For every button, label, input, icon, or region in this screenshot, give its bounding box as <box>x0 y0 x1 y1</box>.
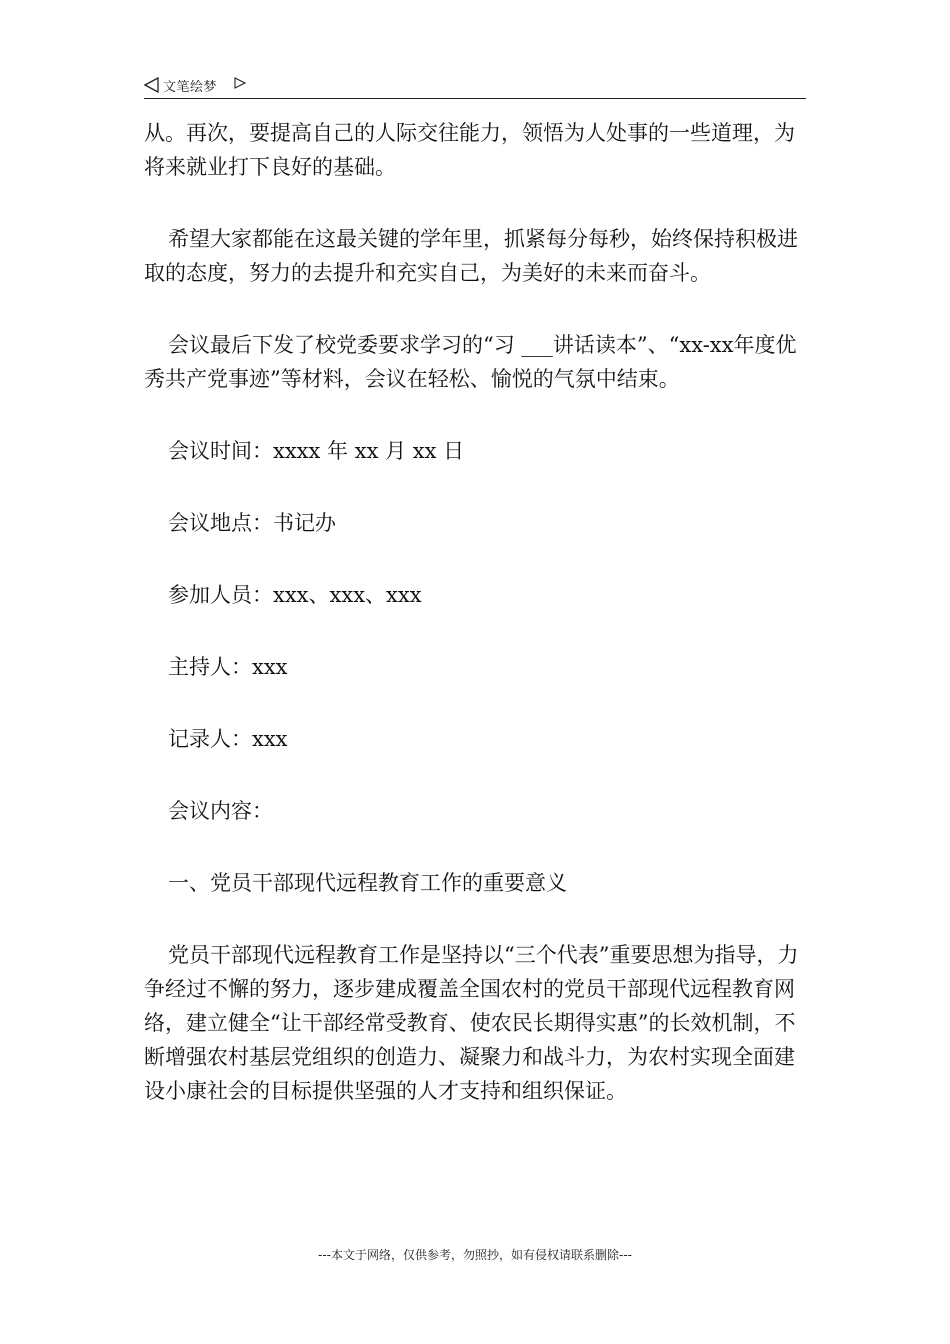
page-header <box>144 74 806 99</box>
paragraph-continuation: 从。再次，要提高自己的人际交往能力，领悟为人处事的一些道理，为将来就业打下良好的基础。 <box>144 121 795 179</box>
section-title: 一、党员干部现代远程教育工作的重要意义 <box>168 871 567 895</box>
triangle-left-icon <box>144 77 160 93</box>
meeting-host: 主持人：xxx <box>168 655 288 679</box>
header-brand: 文笔绘梦 <box>163 80 218 95</box>
meeting-content-label: 会议内容： <box>168 799 273 823</box>
paragraph-hope: 希望大家都能在这最关键的学年里，抓紧每分每秒，始终保持积极进取的态度，努力的去提升和充实自己，为美好的未来而奋斗。 <box>144 227 798 285</box>
meeting-time: 会议时间：xxxx 年 xx 月 xx 日 <box>168 439 465 463</box>
paragraph-meeting-end: 会议最后下发了校党委要求学习的“习 ___讲话读本”、“xx-xx年度优秀共产党事迹”等材料，会议在轻松、愉悦的气氛中结束。 <box>144 333 797 391</box>
document-body <box>144 116 808 1108</box>
triangle-right-icon <box>234 77 246 89</box>
meeting-attendees: 参加人员：xxx、xxx、xxx <box>168 583 422 607</box>
meeting-recorder: 记录人：xxx <box>168 727 288 751</box>
meeting-place: 会议地点：书记办 <box>168 511 336 535</box>
paragraph-remote-education: 党员干部现代远程教育工作是坚持以“三个代表”重要思想为指导，力争经过不懈的努力，逐步建成覆盖全国农村的党员干部现代远程教育网络，建立健全“让干部经常受教育、使农民长期得实惠”的长效机制，不断增强农村基层党组织的创造力、凝聚力和战斗力，为农村实现全面建设小康社会的目标提供坚强的人才支持和组织保证。 <box>144 943 799 1103</box>
page-footer: ---本文于网络，仅供参考，勿照抄，如有侵权请联系删除--- <box>318 1248 632 1262</box>
